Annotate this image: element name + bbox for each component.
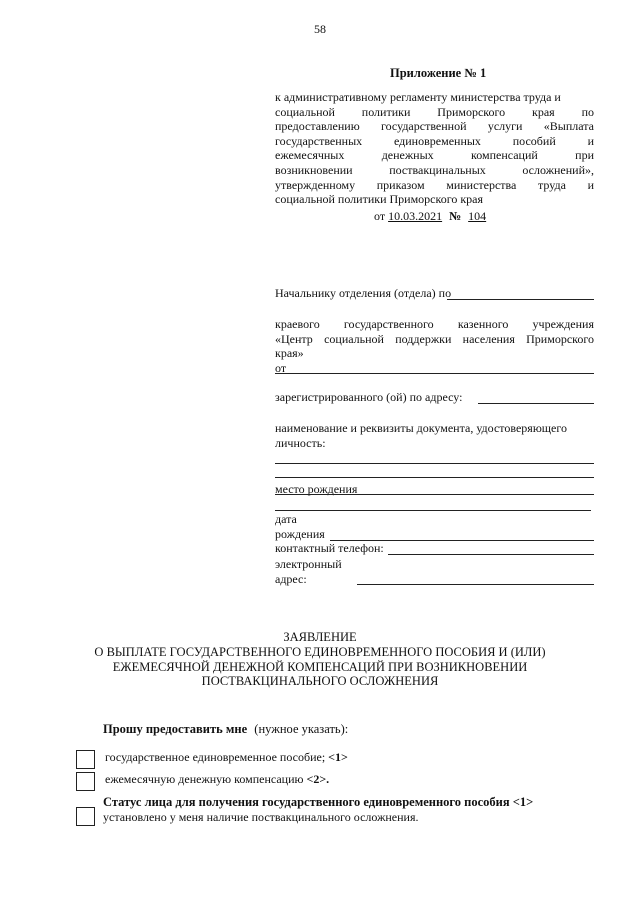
institution-line: краевого государственного казенного учреждения [275,317,594,331]
statement-title-line: ПОСТВАКЦИНАЛЬНОГО ОСЛОЖНЕНИЯ [201,674,439,689]
appendix-title: Приложение № 1 [390,66,487,80]
statement-title-line: ЗАЯВЛЕНИЕ [283,630,357,644]
date-prefix: от [374,209,386,223]
order-date: 10.03.2021 [388,209,443,223]
regulation-line: утвержденному приказом министерства труда и [275,177,594,192]
registered-address-label: зарегистрированного (ой) по адресу: [275,390,463,404]
request-line [103,722,348,737]
institution-name [275,317,594,361]
option-monthly [105,772,329,787]
phone-label: контактный телефон: [275,541,384,555]
option-ref: <2>. [306,772,330,786]
statement-title-line: ЕЖЕМЕСЯЧНОЙ ДЕНЕЖНОЙ КОМПЕНСАЦИЙ ПРИ ВОЗНИКНОВЕНИИ [112,659,528,674]
registered-address-line[interactable] [478,403,594,404]
email-label-2: адрес: [275,572,307,586]
from-label: от [275,361,287,375]
identity-document-line-1[interactable] [275,463,594,464]
head-of-department-label: Начальнику отделения (отдела) по [275,286,452,300]
regulation-line: государственных единовременных пособий и [275,133,594,148]
birthplace-line[interactable] [275,494,594,495]
request-bold: Прошу предоставить мне [103,722,248,736]
option-lump-sum-checkbox[interactable] [76,750,95,769]
order-number: 104 [468,209,487,223]
identity-document-label [275,421,594,450]
option-lump-sum [105,750,348,765]
identity-document-line-2[interactable] [275,477,594,478]
institution-line: края» [275,346,304,361]
institution-line: «Центр социальной поддержки населения Приморского [275,331,594,346]
regulation-line: социальной политики Приморского края по [275,104,594,119]
request-note: (нужное указать): [254,722,349,736]
statement-title [0,630,640,689]
number-sign: № [449,209,462,223]
regulation-line: возникновении поствакцинальных осложнений», [275,162,594,177]
phone-line[interactable] [388,554,594,555]
birthdate-label-1: дата [275,512,297,526]
page-number: 58 [314,22,326,36]
birthdate-label-2: рождения [275,527,325,541]
regulation-line: ежемесячных денежных компенсаций при [275,148,594,163]
regulation-line: социальной политики Приморского края [275,192,484,207]
option-monthly-checkbox[interactable] [76,772,95,791]
birthplace-label: место рождения [275,482,358,496]
option-ref: <1> [328,750,348,764]
status-title: Статус лица для получения государственного единовременного пособия <1> [103,795,534,809]
email-label-1: электронный [275,557,342,571]
identity-document-line: наименование и реквизиты документа, удостоверяющего [275,421,567,435]
status-checkbox[interactable] [76,807,95,826]
identity-document-line: личность: [275,435,326,450]
regulation-line: предоставлению государственной услуги «Выплата [275,119,594,134]
regulation-reference [275,90,594,207]
statement-title-line: О ВЫПЛАТЕ ГОСУДАРСТВЕННОГО ЕДИНОВРЕМЕННОГО ПОСОБИЯ И (ИЛИ) [94,644,546,659]
option-text: государственное единовременное пособие; [105,750,326,764]
option-text: ежемесячную денежную компенсацию [105,772,304,786]
order-date-number [374,209,486,224]
from-line[interactable] [275,373,594,374]
birthplace-line-2[interactable] [275,510,591,511]
status-text: установлено у меня наличие поствакцинального осложнения. [103,810,419,824]
head-of-department-line[interactable] [447,299,594,300]
email-line[interactable] [357,584,594,585]
regulation-line: к административному регламенту министерства труда и [275,90,561,104]
